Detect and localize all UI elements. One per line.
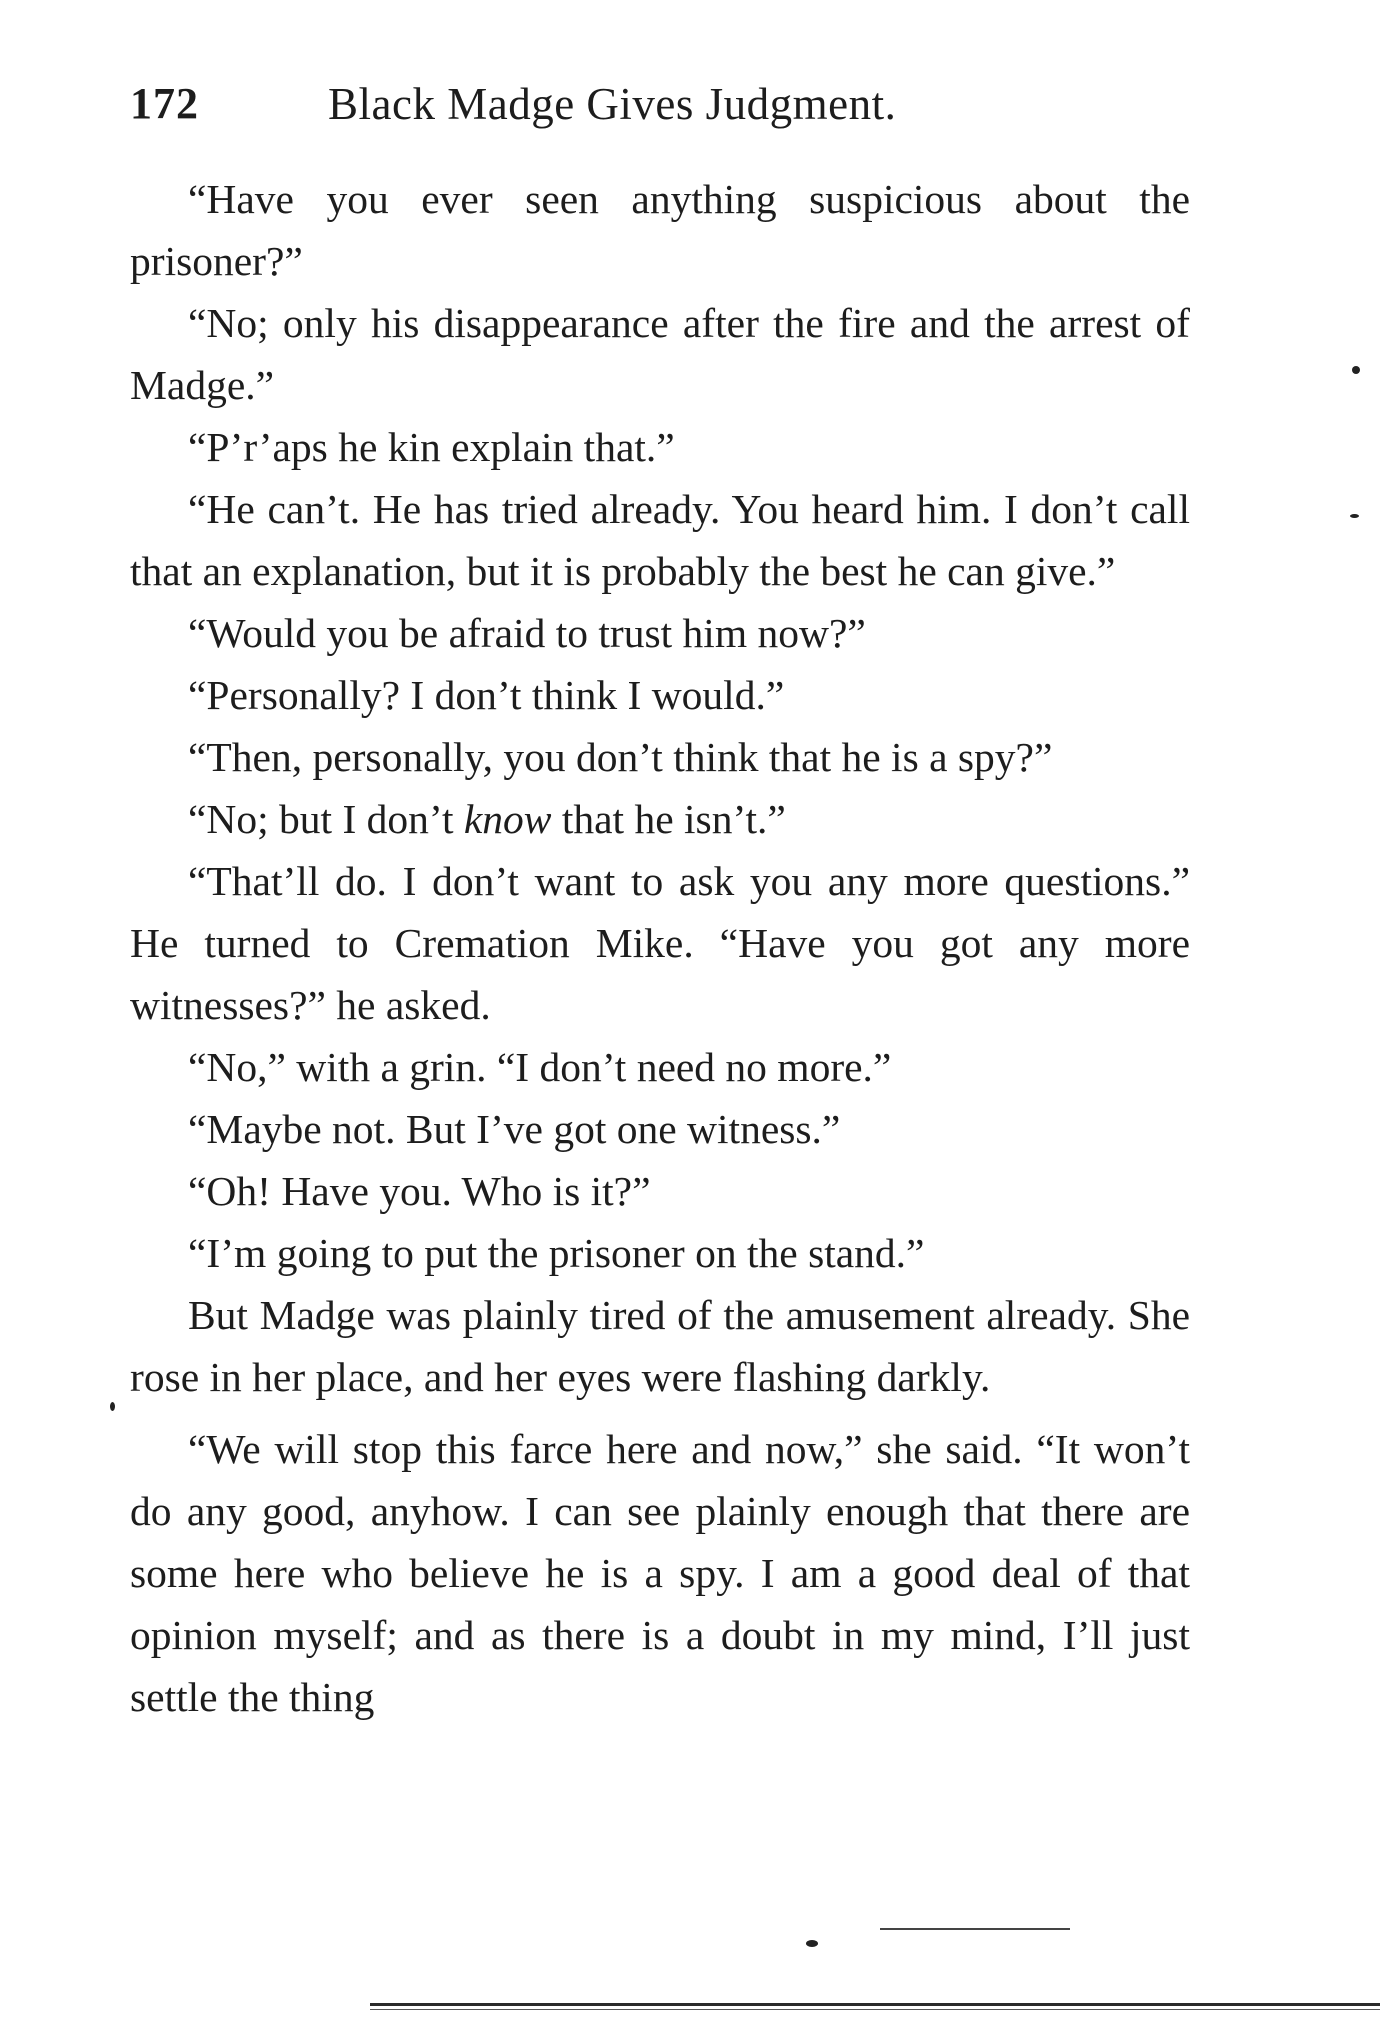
body-text (130, 168, 1190, 1728)
paragraph: “I’m going to put the prisoner on the stand.” (188, 1230, 925, 1276)
paragraph: “We will stop this farce here and now,” she said. “It won’t do any good, anyhow. I can see plainly enough that there are some here who believe he is a spy. I am a good deal of that opinion myself; and as there is a doubt in my mind, I’ll just settle the thing (130, 1426, 1190, 1720)
paragraph: “Maybe not. But I’ve got one witness.” (188, 1106, 841, 1152)
running-head: Black Madge Gives Judgment. (328, 79, 897, 129)
paragraph: “No,” with a grin. “I don’t need no more.” (188, 1044, 892, 1090)
paragraph: “Would you be afraid to trust him now?” (188, 610, 866, 656)
paragraph: “He can’t. He has tried already. You heard him. I don’t call that an explanation, but it is probably the best he can give.” (130, 486, 1190, 594)
emphasized-word: know (463, 796, 552, 842)
paragraph: “Have you ever seen anything suspicious about the prisoner?” (130, 176, 1190, 284)
paragraph: “Personally? I don’t think I would.” (188, 672, 785, 718)
paragraph: “That’ll do. I don’t want to ask you any more questions.” He turned to Cremation Mike. “Have you got any more witnesses?” he asked. (130, 858, 1190, 1028)
ink-speck (1350, 514, 1359, 518)
bottom-rule (370, 2003, 1380, 2006)
page-number: 172 (130, 79, 199, 128)
paragraph: “No; only his disappearance after the fire and the arrest of Madge.” (130, 300, 1190, 408)
ink-speck (110, 1402, 115, 1411)
bottom-rule-thin (370, 2009, 1380, 2010)
paragraph (130, 788, 1190, 850)
paragraph: “Oh! Have you. Who is it?” (188, 1168, 651, 1214)
ink-speck (806, 1940, 818, 1947)
paragraph-text: “No; but I don’t (188, 796, 464, 842)
paragraph: “P’r’aps he kin explain that.” (188, 424, 675, 470)
page-header (130, 70, 1190, 140)
paragraph: But Madge was plainly tired of the amusement already. She rose in her place, and her eyes were flashing darkly. (130, 1292, 1190, 1400)
paragraph-text: that he isn’t.” (551, 796, 786, 842)
paragraph: “Then, personally, you don’t think that he is a spy?” (188, 734, 1053, 780)
ink-stroke (880, 1928, 1070, 1930)
ink-speck (1352, 366, 1360, 374)
